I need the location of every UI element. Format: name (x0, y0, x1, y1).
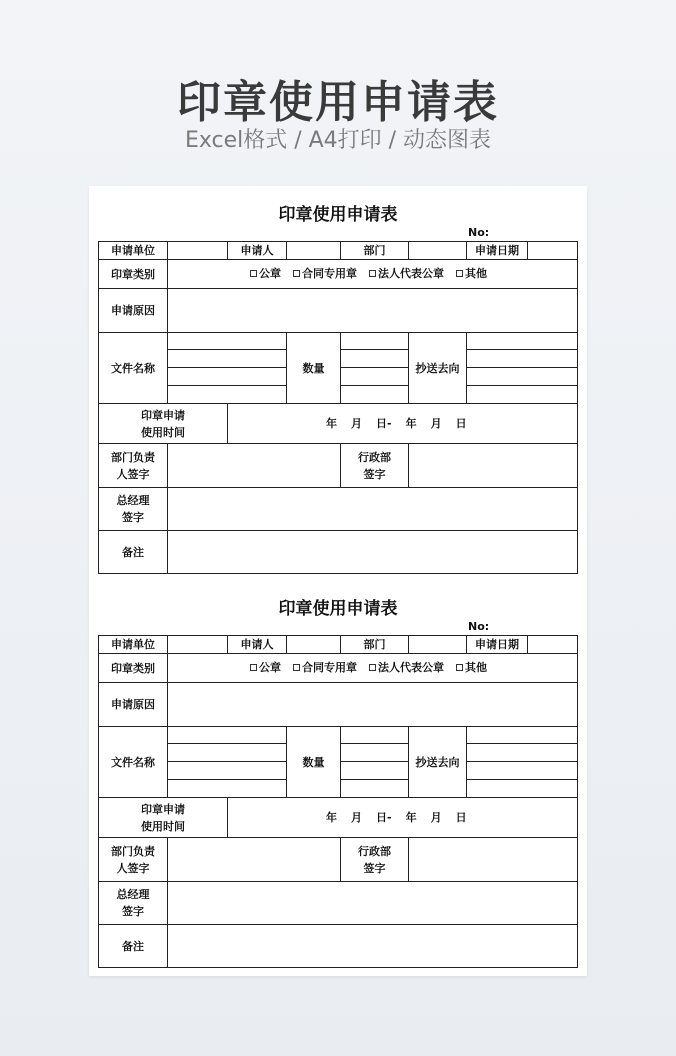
label-remarks: 备注 (98, 924, 167, 968)
label-reason: 申请原因 (98, 682, 167, 726)
date-year-label: 年 (326, 811, 337, 824)
field-dept-head-sign[interactable] (167, 443, 340, 487)
label-admin-sign: 行政部 签字 (340, 837, 408, 881)
use-time-date-line (326, 415, 481, 431)
divider (340, 743, 408, 744)
option-legal-rep-seal[interactable]: 法人代表公章 (369, 265, 444, 281)
seal-type-options (250, 659, 499, 675)
divider (167, 743, 286, 744)
form-number-label: No: (468, 620, 490, 633)
label-applicant: 申请人 (227, 635, 286, 653)
seal-type-options (250, 265, 499, 281)
form-title: 印章使用申请表 (278, 205, 398, 225)
label-seal-type: 印章类别 (98, 259, 167, 288)
field-gm-sign[interactable] (167, 881, 578, 924)
option-other[interactable]: 其他 (456, 265, 487, 281)
date-month-label: 月 (351, 811, 362, 824)
label-applicant: 申请人 (227, 241, 286, 259)
form-number-label: No: (468, 226, 490, 239)
date-year-label: 年 (405, 417, 417, 430)
option-official-seal[interactable]: 公章 (250, 659, 281, 675)
field-apply-unit[interactable] (167, 241, 227, 259)
divider (466, 743, 578, 744)
label-remarks: 备注 (98, 530, 167, 574)
checkbox-icon[interactable] (369, 270, 376, 277)
divider (340, 779, 408, 780)
divider (466, 385, 578, 386)
checkbox-icon[interactable] (250, 664, 257, 671)
divider (167, 385, 286, 386)
option-contract-seal[interactable]: 合同专用章 (293, 659, 357, 675)
label-copy-to: 抄送去向 (408, 726, 466, 797)
banner-subtitle: Excel格式 / A4打印 / 动态图表 (184, 128, 492, 153)
checkbox-icon[interactable] (456, 270, 463, 277)
date-day-label: 日 (455, 417, 467, 430)
option-other[interactable]: 其他 (456, 659, 487, 675)
date-month-label: 月 (430, 811, 442, 824)
label-department: 部门 (340, 635, 408, 653)
label-dept-head-sign: 部门负责 人签字 (98, 443, 167, 487)
divider (167, 349, 286, 350)
label-quantity: 数量 (286, 726, 340, 797)
field-apply-date[interactable] (527, 635, 578, 653)
label-admin-sign: 行政部 签字 (340, 443, 408, 487)
option-contract-seal[interactable]: 合同专用章 (293, 265, 357, 281)
label-gm-sign: 总经理 签字 (98, 881, 167, 924)
label-use-time: 印章申请 使用时间 (98, 797, 227, 837)
field-department[interactable] (408, 241, 466, 259)
field-department[interactable] (408, 635, 466, 653)
date-year-label: 年 (326, 417, 337, 430)
date-day-label: 日- (376, 417, 392, 430)
label-apply-unit: 申请单位 (98, 241, 167, 259)
field-remarks[interactable] (167, 530, 578, 574)
date-day-label: 日- (376, 811, 392, 824)
checkbox-icon[interactable] (369, 664, 376, 671)
label-seal-type: 印章类别 (98, 653, 167, 682)
label-file-name: 文件名称 (98, 332, 167, 403)
checkbox-icon[interactable] (293, 664, 300, 671)
label-apply-date: 申请日期 (466, 241, 527, 259)
form-table (98, 241, 578, 574)
date-month-label: 月 (430, 417, 442, 430)
date-month-label: 月 (351, 417, 362, 430)
label-gm-sign: 总经理 签字 (98, 487, 167, 530)
divider (167, 779, 286, 780)
use-time-date-line (326, 809, 481, 825)
field-reason[interactable] (167, 682, 578, 726)
label-file-name: 文件名称 (98, 726, 167, 797)
divider (466, 779, 578, 780)
divider (466, 367, 578, 368)
field-remarks[interactable] (167, 924, 578, 968)
label-apply-date: 申请日期 (466, 635, 527, 653)
date-year-label: 年 (405, 811, 417, 824)
label-use-time: 印章申请 使用时间 (98, 403, 227, 443)
divider (340, 367, 408, 368)
label-reason: 申请原因 (98, 288, 167, 332)
field-apply-unit[interactable] (167, 635, 227, 653)
field-dept-head-sign[interactable] (167, 837, 340, 881)
label-copy-to: 抄送去向 (408, 332, 466, 403)
checkbox-icon[interactable] (293, 270, 300, 277)
label-quantity: 数量 (286, 332, 340, 403)
checkbox-icon[interactable] (250, 270, 257, 277)
field-reason[interactable] (167, 288, 578, 332)
field-admin-sign[interactable] (408, 837, 578, 881)
label-dept-head-sign: 部门负责 人签字 (98, 837, 167, 881)
field-gm-sign[interactable] (167, 487, 578, 530)
label-department: 部门 (340, 241, 408, 259)
checkbox-icon[interactable] (456, 664, 463, 671)
label-apply-unit: 申请单位 (98, 635, 167, 653)
divider (167, 761, 286, 762)
banner-title: 印章使用申请表 (177, 77, 499, 128)
option-legal-rep-seal[interactable]: 法人代表公章 (369, 659, 444, 675)
form-title: 印章使用申请表 (278, 599, 398, 619)
form-table (98, 635, 578, 968)
field-apply-date[interactable] (527, 241, 578, 259)
field-applicant[interactable] (286, 241, 340, 259)
field-admin-sign[interactable] (408, 443, 578, 487)
divider (340, 385, 408, 386)
date-day-label: 日 (455, 811, 467, 824)
divider (466, 761, 578, 762)
divider (340, 761, 408, 762)
divider (340, 349, 408, 350)
option-official-seal[interactable]: 公章 (250, 265, 281, 281)
divider (167, 367, 286, 368)
divider (466, 349, 578, 350)
field-applicant[interactable] (286, 635, 340, 653)
